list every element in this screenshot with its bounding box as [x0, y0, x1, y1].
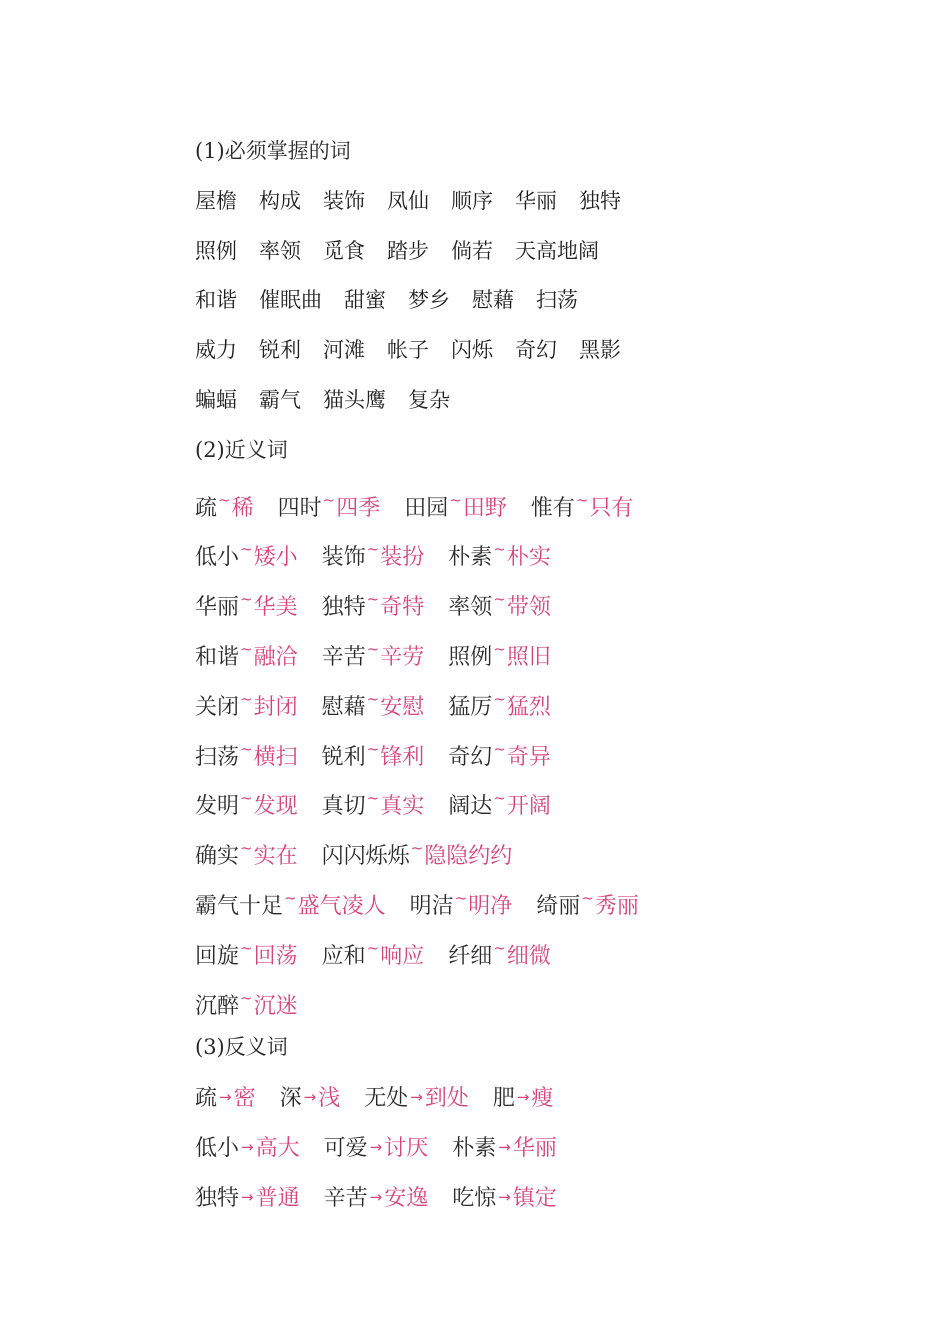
vocab-word: 霸气	[259, 387, 301, 412]
paired-word: 奇异	[506, 744, 551, 770]
antonym-pair	[195, 1180, 300, 1216]
base-word: 无处	[364, 1086, 409, 1112]
paired-word: 讨厌	[384, 1135, 429, 1161]
arrow-separator: →	[498, 1137, 511, 1156]
paired-word: 华美	[253, 595, 298, 621]
tilde-separator: ~	[240, 789, 253, 808]
paired-word: 密	[233, 1086, 256, 1112]
base-word: 可爱	[323, 1135, 368, 1161]
synonym-pair	[195, 781, 298, 824]
word-row	[195, 333, 895, 383]
vocab-word: 猫头鹰	[323, 387, 386, 412]
paired-word: 照旧	[506, 644, 551, 670]
base-word: 装饰	[321, 545, 366, 571]
paired-word: 安慰	[380, 694, 425, 720]
vocab-word: 装饰	[323, 188, 365, 213]
paired-word: 带领	[506, 595, 551, 621]
synonym-pair	[531, 483, 634, 526]
base-word: 慰藉	[321, 694, 366, 720]
word-row	[195, 184, 895, 234]
base-word: 辛苦	[323, 1185, 368, 1211]
synonym-pair	[322, 632, 425, 675]
paired-word: 封闭	[253, 694, 298, 720]
base-word: 辛苦	[321, 644, 366, 670]
paired-word: 瘦	[531, 1086, 554, 1112]
tilde-separator: ~	[493, 739, 506, 758]
pair-row	[195, 831, 895, 881]
tilde-separator: ~	[240, 590, 253, 609]
synonym-pair	[448, 732, 551, 775]
synonym-pair	[195, 732, 298, 775]
tilde-separator: ~	[493, 590, 506, 609]
vocab-word: 催眠曲	[259, 288, 322, 313]
word-row	[195, 383, 895, 433]
tilde-separator: ~	[581, 888, 594, 907]
base-word: 低小	[195, 1135, 240, 1161]
paired-word: 实在	[253, 844, 298, 870]
tilde-separator: ~	[240, 938, 253, 957]
vocab-word: 甜蜜	[344, 288, 386, 313]
section-title: (2)近义词	[195, 437, 288, 462]
paired-word: 浅	[318, 1086, 341, 1112]
synonym-pair	[322, 781, 425, 824]
base-word: 沉醉	[195, 993, 240, 1019]
tilde-separator: ~	[493, 689, 506, 708]
synonym-pair	[322, 931, 425, 974]
vocab-word: 帐子	[387, 338, 429, 363]
base-word: 明洁	[409, 893, 454, 919]
base-word: 疏	[195, 1086, 218, 1112]
base-word: 惟有	[530, 495, 575, 521]
tilde-separator: ~	[366, 639, 380, 658]
word-list-sheet	[195, 134, 895, 1230]
pair-row	[195, 632, 895, 682]
synonym-pair	[404, 483, 507, 526]
pair-row	[195, 732, 895, 782]
vocab-word: 照例	[195, 238, 237, 263]
arrow-separator: →	[241, 1137, 254, 1156]
tilde-separator: ~	[366, 789, 380, 808]
paired-word: 到处	[424, 1086, 469, 1112]
pair-row	[195, 1180, 895, 1230]
tilde-separator: ~	[284, 888, 297, 907]
vocab-word: 构成	[259, 188, 301, 213]
base-word: 率领	[448, 595, 493, 621]
pair-row	[195, 682, 895, 732]
tilde-separator: ~	[240, 739, 253, 758]
vocab-word: 踏步	[387, 238, 429, 263]
vocab-word: 独特	[579, 188, 621, 213]
paired-word: 田野	[462, 495, 507, 521]
tilde-separator: ~	[366, 689, 380, 708]
paired-word: 横扫	[253, 744, 298, 770]
synonym-pair	[195, 483, 254, 526]
paired-word: 朴实	[506, 545, 551, 571]
synonym-pair	[448, 532, 551, 575]
base-word: 回旋	[195, 943, 240, 969]
vocab-word: 黑影	[579, 338, 621, 363]
synonym-pair	[410, 881, 513, 924]
tilde-separator: ~	[575, 490, 589, 509]
base-word: 低小	[195, 545, 240, 571]
vocab-word: 梦乡	[408, 288, 450, 313]
base-word: 猛厉	[448, 694, 493, 720]
synonym-pair	[195, 582, 298, 625]
antonym-pair	[452, 1130, 557, 1166]
paired-word: 沉迷	[253, 993, 298, 1019]
synonym-pair	[448, 781, 551, 824]
synonym-pair	[448, 682, 551, 725]
vocab-word: 慰藉	[472, 288, 514, 313]
arrow-separator: →	[410, 1088, 423, 1107]
paired-word: 只有	[589, 495, 634, 521]
base-word: 扫荡	[195, 744, 240, 770]
antonym-pair	[493, 1080, 554, 1116]
vocab-word: 复杂	[408, 387, 450, 412]
section-must-know-words	[195, 134, 895, 433]
base-word: 独特	[321, 595, 366, 621]
section-synonyms	[195, 433, 895, 1031]
arrow-separator: →	[369, 1137, 383, 1156]
tilde-separator: ~	[240, 639, 253, 658]
paired-word: 响应	[380, 943, 425, 969]
arrow-separator: →	[241, 1187, 254, 1206]
synonym-pair	[536, 881, 639, 924]
synonym-pair	[195, 682, 298, 725]
vocab-word: 奇幻	[515, 338, 557, 363]
synonym-pair	[448, 582, 551, 625]
base-word: 肥	[492, 1086, 515, 1112]
tilde-separator: ~	[240, 540, 253, 559]
section-antonyms	[195, 1030, 895, 1229]
synonym-pair	[322, 732, 425, 775]
tilde-separator: ~	[366, 590, 380, 609]
paired-word: 普通	[255, 1185, 300, 1211]
vocab-word: 屋檐	[195, 188, 237, 213]
antonym-pair	[452, 1180, 557, 1216]
paired-word: 装扮	[380, 545, 425, 571]
antonym-pair	[324, 1130, 429, 1166]
tilde-separator: ~	[366, 540, 380, 559]
synonym-pair	[322, 682, 425, 725]
word-row	[195, 234, 895, 284]
antonym-pair	[195, 1130, 300, 1166]
base-word: 确实	[195, 844, 240, 870]
tilde-separator: ~	[366, 739, 380, 758]
base-word: 华丽	[195, 595, 240, 621]
base-word: 朴素	[452, 1135, 497, 1161]
tilde-separator: ~	[449, 490, 462, 509]
section-title: (3)反义词	[195, 1035, 288, 1060]
vocab-word: 率领	[259, 238, 301, 263]
pair-row	[195, 582, 895, 632]
paired-word: 四季	[336, 495, 381, 521]
vocab-word: 倘若	[451, 238, 493, 263]
vocab-word: 凤仙	[387, 188, 429, 213]
synonym-pair	[448, 931, 551, 974]
arrow-separator: →	[219, 1088, 232, 1107]
synonym-pair	[195, 981, 298, 1024]
base-word: 深	[279, 1086, 302, 1112]
vocab-word: 扫荡	[536, 288, 578, 313]
vocab-word: 蝙蝠	[195, 387, 237, 412]
paired-word: 奇特	[380, 595, 425, 621]
vocab-word: 觅食	[323, 238, 365, 263]
paired-word: 锋利	[380, 744, 425, 770]
vocab-word: 顺序	[451, 188, 493, 213]
base-word: 田园	[404, 495, 449, 521]
paired-word: 秀丽	[594, 893, 639, 919]
paired-word: 明净	[468, 893, 513, 919]
base-word: 朴素	[448, 545, 493, 571]
paired-word: 细微	[506, 943, 551, 969]
paired-word: 华丽	[512, 1135, 557, 1161]
base-word: 绮丽	[536, 893, 581, 919]
pair-row	[195, 881, 895, 931]
base-word: 锐利	[321, 744, 366, 770]
tilde-separator: ~	[493, 789, 506, 808]
section-title: (1)必须掌握的词	[195, 139, 351, 163]
pair-row	[195, 781, 895, 831]
word-row	[195, 283, 895, 333]
arrow-separator: →	[516, 1088, 530, 1107]
synonym-pair	[278, 483, 381, 526]
synonym-pair	[195, 831, 298, 874]
synonym-pair	[448, 632, 551, 675]
pair-row	[195, 532, 895, 582]
synonym-pair	[195, 931, 298, 974]
vocab-word: 华丽	[515, 188, 557, 213]
synonym-pair	[195, 632, 298, 675]
tilde-separator: ~	[366, 938, 380, 957]
paired-word: 融洽	[253, 644, 298, 670]
base-word: 闪闪烁烁	[321, 844, 410, 870]
synonym-pair	[322, 532, 425, 575]
base-word: 奇幻	[448, 744, 493, 770]
antonym-pair	[364, 1080, 469, 1116]
paired-word: 真实	[380, 794, 425, 820]
antonym-pair	[324, 1180, 429, 1216]
paired-word: 镇定	[512, 1185, 557, 1211]
tilde-separator: ~	[493, 540, 506, 559]
synonym-pair	[322, 831, 513, 874]
pair-row	[195, 1130, 895, 1180]
base-word: 霸气十足	[195, 893, 284, 919]
vocab-word: 威力	[195, 338, 237, 363]
paired-word: 开阔	[506, 794, 551, 820]
base-word: 阔达	[448, 794, 493, 820]
tilde-separator: ~	[493, 938, 506, 957]
base-word: 应和	[321, 943, 366, 969]
pair-row	[195, 931, 895, 981]
tilde-separator: ~	[493, 639, 506, 658]
tilde-separator: ~	[218, 490, 231, 509]
pair-row	[195, 981, 895, 1031]
vocab-word: 天高地阔	[515, 238, 599, 263]
paired-word: 安逸	[384, 1185, 429, 1211]
base-word: 发明	[195, 794, 240, 820]
paired-word: 回荡	[253, 943, 298, 969]
vocab-word: 和谐	[195, 288, 237, 313]
base-word: 吃惊	[452, 1185, 497, 1211]
paired-word: 隐隐约约	[424, 844, 513, 870]
base-word: 照例	[448, 644, 493, 670]
paired-word: 稀	[231, 495, 254, 521]
paired-word: 辛劳	[380, 644, 425, 670]
paired-word: 盛气凌人	[297, 893, 386, 919]
paired-word: 高大	[255, 1135, 300, 1161]
base-word: 四时	[277, 495, 322, 521]
tilde-separator: ~	[240, 839, 253, 858]
base-word: 关闭	[195, 694, 240, 720]
paired-word: 发现	[253, 794, 298, 820]
base-word: 和谐	[195, 644, 240, 670]
synonym-pair	[195, 881, 386, 924]
tilde-separator: ~	[410, 839, 424, 858]
arrow-separator: →	[498, 1187, 511, 1206]
paired-word: 矮小	[253, 545, 298, 571]
antonym-pair	[280, 1080, 341, 1116]
base-word: 真切	[321, 794, 366, 820]
paired-word: 猛烈	[506, 694, 551, 720]
pair-row	[195, 1080, 895, 1130]
synonym-pair	[195, 532, 298, 575]
base-word: 疏	[195, 495, 218, 521]
tilde-separator: ~	[240, 689, 253, 708]
tilde-separator: ~	[454, 888, 468, 907]
arrow-separator: →	[303, 1088, 317, 1107]
base-word: 纤细	[448, 943, 493, 969]
vocab-word: 闪烁	[451, 338, 493, 363]
arrow-separator: →	[369, 1187, 383, 1206]
vocab-word: 河滩	[323, 338, 365, 363]
base-word: 独特	[195, 1185, 240, 1211]
tilde-separator: ~	[240, 988, 253, 1007]
tilde-separator: ~	[322, 490, 336, 509]
antonym-pair	[195, 1080, 256, 1116]
pair-row	[195, 483, 895, 533]
synonym-pair	[322, 582, 425, 625]
vocab-word: 锐利	[259, 338, 301, 363]
